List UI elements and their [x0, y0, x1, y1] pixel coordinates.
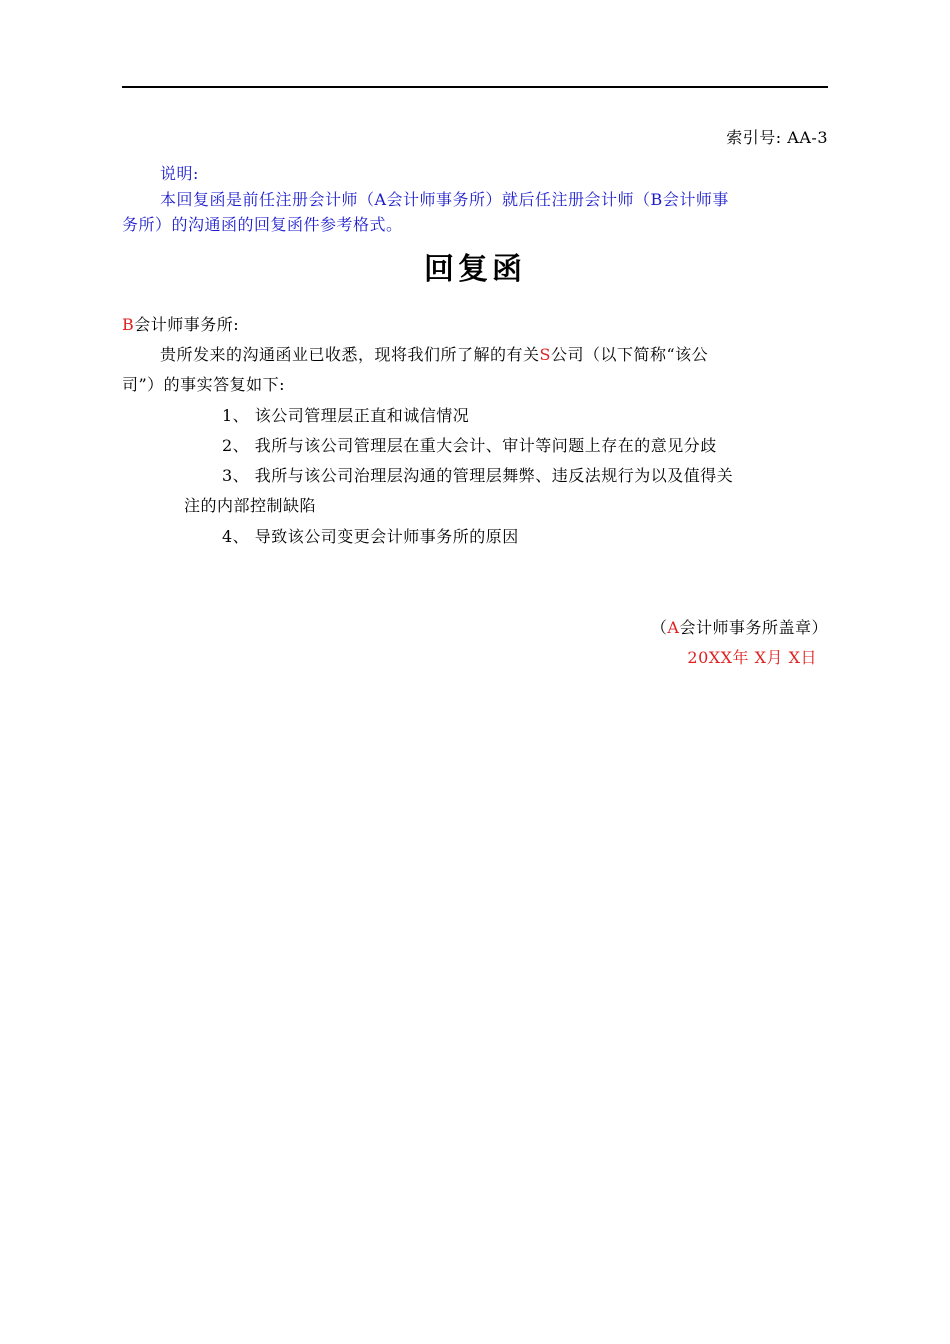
index-value: AA-3: [787, 128, 828, 147]
signature-open-paren: （: [650, 618, 668, 637]
item-number: 1、: [222, 406, 250, 425]
body-line-1: [160, 345, 708, 365]
list-item: [222, 436, 717, 456]
index-label: 索引号:: [726, 128, 782, 147]
body-line-1-b: 公司（以下简称“该公: [550, 345, 709, 364]
document-title: 回复函: [424, 252, 526, 287]
body-line-2: 司”）的事实答复如下:: [122, 375, 286, 394]
list-item: [222, 406, 469, 426]
item-text: 该公司管理层正直和诚信情况: [254, 406, 470, 425]
signature-firm-rest: 会计师事务所盖章）: [679, 618, 828, 637]
note-line-1: 本回复函是前任注册会计师（A会计师事务所）就后任注册会计师（B会计师事: [160, 190, 729, 209]
note-line-2: 务所）的沟通函的回复函件参考格式。: [122, 215, 403, 234]
signature-firm-letter: A: [667, 618, 680, 637]
note-heading: 说明:: [160, 164, 199, 183]
salutation-firm-letter: B: [122, 315, 135, 334]
salutation: [122, 315, 239, 335]
item-text: 我所与该公司管理层在重大会计、审计等问题上存在的意见分歧: [254, 436, 717, 455]
index-number: [726, 128, 828, 148]
header-rule: [122, 86, 828, 88]
item-number: 2、: [222, 436, 250, 455]
salutation-rest: 会计师事务所:: [134, 315, 240, 334]
body-company-letter: S: [539, 345, 551, 364]
list-item-continuation: 注的内部控制缺陷: [184, 496, 317, 515]
item-text: 我所与该公司治理层沟通的管理层舞弊、违反法规行为以及值得关: [254, 466, 734, 485]
item-text: 导致该公司变更会计师事务所的原因: [254, 527, 519, 546]
list-item: [222, 527, 519, 547]
signature-date: 20XX年 X月 X日: [687, 648, 817, 667]
body-line-1-a: 贵所发来的沟通函业已收悉，现将我们所了解的有关: [160, 345, 540, 364]
list-item: [222, 466, 733, 486]
signature-stamp-line: [651, 618, 828, 638]
item-number: 4、: [222, 527, 250, 546]
item-number: 3、: [222, 466, 250, 485]
